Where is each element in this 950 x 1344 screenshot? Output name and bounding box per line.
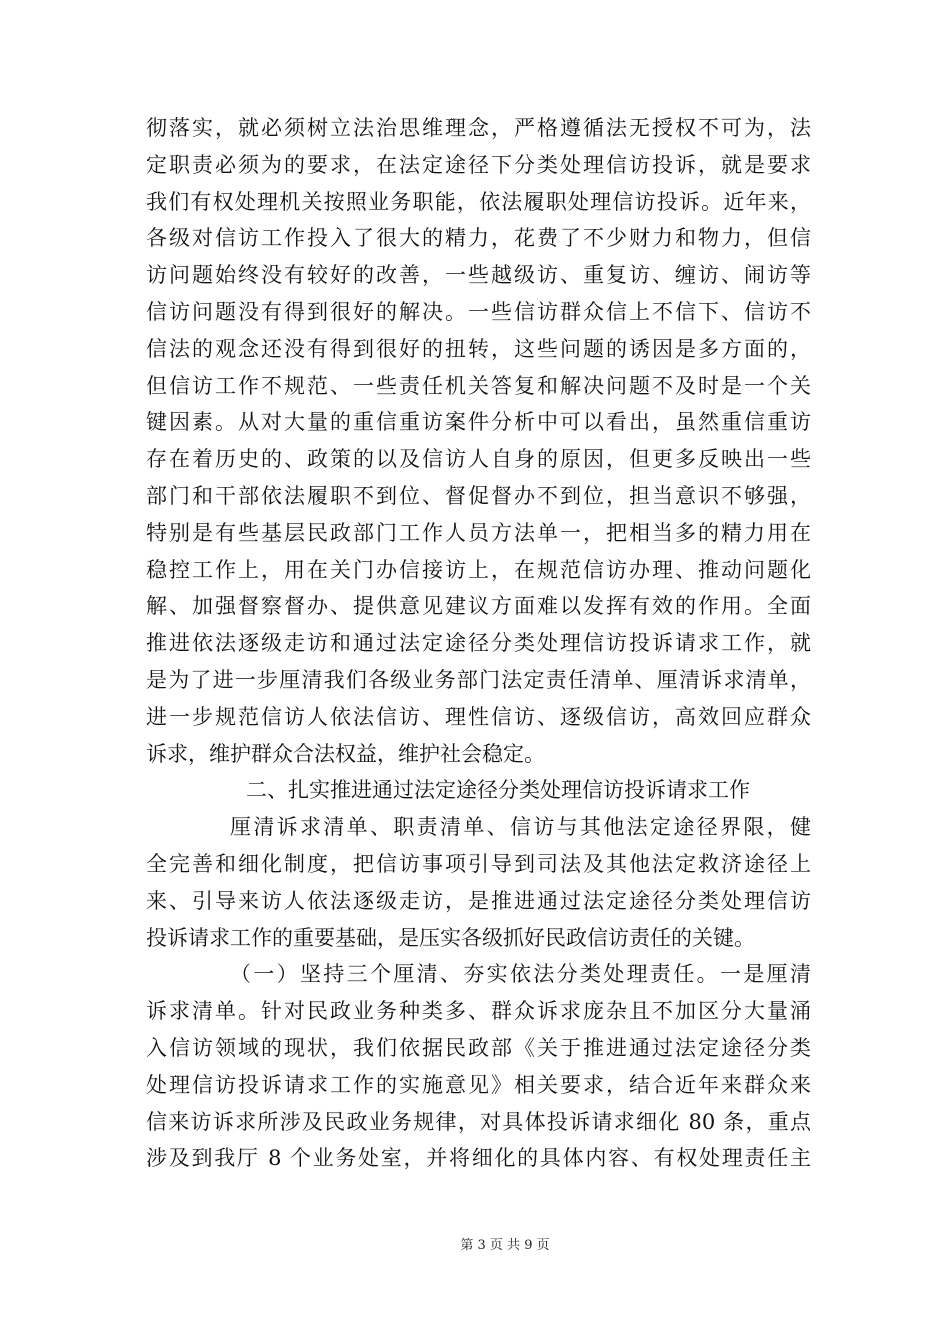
text-line: 存在着历史的、政策的以及信访人自身的原因，但更多反映出一些 [146,447,811,472]
section-heading: 二、扎实推进通过法定途径分类处理信访投诉请求工作 [246,778,750,803]
text-line: 特别是有些基层民政部门工作人员方法单一，把相当多的精力用在 [146,520,811,545]
text-line: 涉及到我厅 8 个业务处室，并将细化的具体内容、有权处理责任主 [146,1146,811,1171]
document-body [146,110,811,1177]
text-line: 定职责必须为的要求，在法定途径下分类处理信访投诉，就是要求 [146,152,811,177]
text-line: 厘清诉求清单、职责清单、信访与其他法定途径界限，健 [230,815,811,840]
text-line: （一）坚持三个厘清、夯实依法分类处理责任。一是厘清 [230,962,811,987]
text-line: 来、引导来访人依法逐级走访，是推进通过法定途径分类处理信访 [146,888,811,913]
text-line: 信来访诉求所涉及民政业务规律，对具体投诉请求细化 80 条，重点 [146,1109,811,1134]
text-line: 入信访领域的现状，我们依据民政部《关于推进通过法定途径分类 [146,1035,811,1060]
text-line: 处理信访投诉请求工作的实施意见》相关要求，结合近年来群众来 [146,1072,811,1097]
text-line: 我们有权处理机关按照业务职能，依法履职处理信访投诉。近年来， [146,189,811,214]
text-line: 投诉请求工作的重要基础，是压实各级抓好民政信访责任的关键。 [146,925,755,950]
text-line: 访问题始终没有较好的改善，一些越级访、重复访、缠访、闹访等 [146,263,811,288]
page-number-footer: 第 3 页 共 9 页 [460,1238,550,1253]
text-line: 是为了进一步厘清我们各级业务部门法定责任清单、厘清诉求清单， [146,667,811,692]
text-line: 但信访工作不规范、一些责任机关答复和解决问题不及时是一个关 [146,373,811,398]
text-line: 彻落实，就必须树立法治思维理念，严格遵循法无授权不可为，法 [146,116,811,140]
text-line: 稳控工作上，用在关门办信接访上，在规范信访办理、推动问题化 [146,557,811,582]
text-line: 解、加强督察督办、提供意见建议方面难以发挥有效的作用。全面 [146,594,811,619]
text-line: 诉求清单。针对民政业务种类多、群众诉求庞杂且不加区分大量涌 [146,999,811,1024]
text-line: 进一步规范信访人依法信访、理性信访、逐级信访，高效回应群众 [146,704,811,729]
text-line: 键因素。从对大量的重信重访案件分析中可以看出，虽然重信重访 [146,410,811,435]
text-line: 部门和干部依法履职不到位、督促督办不到位，担当意识不够强， [146,483,811,508]
text-line: 诉求，维护群众合法权益，维护社会稳定。 [146,741,545,766]
text-line: 信访问题没有得到很好的解决。一些信访群众信上不信下、信访不 [146,299,811,324]
text-line: 推进依法逐级走访和通过法定途径分类处理信访投诉请求工作，就 [146,631,811,656]
text-line: 各级对信访工作投入了很大的精力，花费了不少财力和物力，但信 [146,226,811,251]
text-line: 信法的观念还没有得到很好的扭转，这些问题的诱因是多方面的， [146,336,811,361]
text-line: 全完善和细化制度，把信访事项引导到司法及其他法定救济途径上 [146,851,811,876]
